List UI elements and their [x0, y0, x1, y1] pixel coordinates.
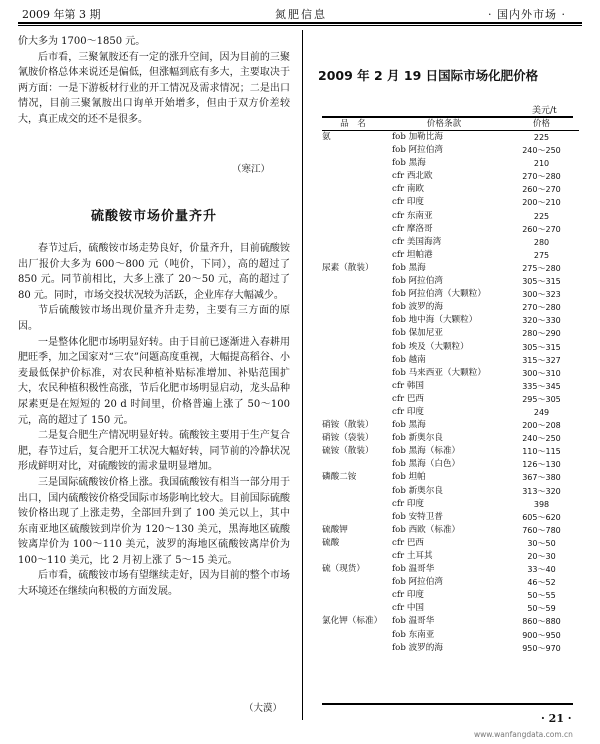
table-row: [322, 170, 579, 183]
issue-label: 2009 年第 3 期: [22, 8, 101, 21]
price-value: 249: [533, 407, 550, 417]
price-terms: cfr 西北欧: [392, 171, 433, 182]
price-value: 225: [533, 211, 550, 221]
price-terms: fob 波罗的海: [392, 302, 443, 313]
table-row: [322, 615, 579, 628]
melamine-continuation: [18, 34, 290, 128]
price-terms: cfr 坦帕港: [392, 249, 433, 260]
unit-label: 美元/t: [532, 106, 557, 116]
page-number: · 21 ·: [541, 712, 572, 725]
price-value: 305～315: [522, 342, 561, 352]
price-value: 367～380: [522, 473, 561, 483]
table-row: [322, 485, 579, 498]
price-table: [322, 118, 579, 655]
price-value: 270～280: [522, 172, 561, 182]
product-name: [322, 393, 384, 406]
product-name: [322, 223, 384, 236]
product-name: 磷酸二铵: [322, 472, 357, 483]
table-row: [322, 589, 579, 602]
table-row: [322, 196, 579, 209]
price-value: 275～280: [522, 263, 561, 273]
product-name: [322, 458, 384, 471]
price-terms: fob 东南亚: [392, 629, 435, 640]
price-value: 275: [533, 250, 550, 260]
product-name: [322, 498, 384, 511]
table-row: [322, 183, 579, 196]
price-value: 320～330: [522, 316, 561, 326]
table-row: [322, 563, 579, 576]
price-terms: fob 黑海: [392, 262, 426, 273]
price-terms: fob 越南: [392, 354, 426, 365]
product-name: [322, 327, 384, 340]
table-row: [322, 642, 579, 655]
price-value: 300～310: [522, 368, 561, 378]
article-body: [18, 241, 290, 600]
price-value: 210: [533, 159, 550, 169]
price-terms: fob 新奥尔良: [392, 485, 443, 496]
paragraph: 三是国际硫酸铵价格上涨。我国硫酸铵有相当一部分用于出口，国内硫酸铵价格受国际市场影响比较大。目前国际硫酸铵价格出现了上涨走势，全部回升到了 100 美元以上，其中东南亚地区硫酸铵到岸价为 120～130 美元，黑海地区硫酸铵离岸价为 100～110 美元，波罗的海地区硫酸铵离岸价为 100～110 美元，比 2 月初上涨了 5～15 美元。: [18, 476, 290, 566]
price-value: 860～880: [522, 617, 561, 627]
price-value: 280: [533, 237, 550, 247]
price-value: 280～290: [522, 329, 561, 339]
price-value: 950～970: [522, 643, 561, 653]
price-value: 50～59: [527, 604, 556, 614]
product-name: [322, 485, 384, 498]
table-row: [322, 498, 579, 511]
price-terms: cfr 韩国: [392, 380, 425, 391]
price-value: 260～270: [522, 185, 561, 195]
table-row: [322, 327, 579, 340]
table-row: [322, 524, 579, 537]
table-row: [322, 354, 579, 367]
product-name: [322, 157, 384, 170]
price-value: 605～620: [522, 512, 561, 522]
price-terms: cfr 东南亚: [392, 210, 433, 221]
price-terms: fob 埃及（大颗粒）: [392, 341, 469, 352]
price-terms: fob 坦帕: [392, 472, 426, 483]
product-name: [322, 183, 384, 196]
table-row: [322, 236, 579, 249]
price-value: 900～950: [522, 630, 561, 640]
paragraph: 春节过后，硫酸铵市场走势良好，价量齐升，目前硫酸铵出厂报价大多为 600～800 元（吨价，下同），高的超过了 850 元。同节前相比，大多上涨了 20～50 元，高的超过了 80 元。同时，市场交投状况较为活跃，企业库存大幅减少。: [18, 243, 290, 301]
price-value: 200～208: [522, 421, 561, 431]
table-row: [322, 314, 579, 327]
table-row: [322, 223, 579, 236]
price-terms: fob 阿拉伯湾: [392, 145, 443, 156]
product-name: 尿素（散装）: [322, 262, 374, 273]
price-terms: cfr 印度: [392, 498, 425, 509]
paragraph: 后市看，三聚氰胺还有一定的涨升空间，因为目前的三聚氰胺价格总体来说还是偏低，但涨幅到底有多大，主要取决于两方面：一是下游板材行业的开工情况及需求情况；二是出口情况，目前三聚氰胺出口询单开始增多，但由于双方价差较大，真正成交的还不是很多。: [18, 51, 290, 125]
author-signature: （大漠）: [244, 703, 283, 714]
table-row: [322, 301, 579, 314]
product-name: [322, 170, 384, 183]
price-terms: cfr 摩洛哥: [392, 223, 433, 234]
product-name: 硫（现货）: [322, 564, 365, 575]
table-body: [322, 131, 579, 655]
table-row: [322, 249, 579, 262]
product-name: [322, 550, 384, 563]
product-name: 硫酸: [322, 537, 340, 548]
table-header-row: [322, 118, 579, 131]
price-value: 126～130: [522, 460, 561, 470]
table-row: [322, 210, 579, 223]
table-row: [322, 131, 579, 145]
product-name: [322, 249, 384, 262]
price-value: 110～115: [522, 447, 561, 457]
price-value: 225: [533, 133, 550, 142]
col-header-name: 品 名: [322, 118, 384, 131]
price-value: 20～30: [527, 552, 556, 561]
price-terms: cfr 印度: [392, 197, 425, 208]
table-row: [322, 262, 579, 275]
table-title: 2009 年 2 月 19 日国际市场化肥价格: [318, 68, 539, 83]
product-name: [322, 629, 384, 642]
product-name: 硫铵（散装）: [322, 446, 374, 457]
price-terms: fob 黑海: [392, 420, 426, 431]
table-row: [322, 367, 579, 380]
price-terms: fob 新奥尔良: [392, 433, 443, 444]
product-name: [322, 354, 384, 367]
product-name: 硝铵（散装）: [322, 420, 374, 431]
product-name: [322, 406, 384, 419]
product-name: 氯化钾（标准）: [322, 616, 383, 627]
price-value: 295～305: [522, 394, 561, 404]
price-value: 313～320: [522, 486, 561, 496]
price-terms: fob 阿拉伯湾: [392, 276, 443, 287]
product-name: [322, 576, 384, 589]
price-terms: cfr 美国海湾: [392, 236, 442, 247]
paragraph: 价大多为 1700～1850 元。: [18, 36, 146, 47]
product-name: 硫酸钾: [322, 524, 348, 535]
table-row: [322, 419, 579, 432]
product-name: [322, 602, 384, 615]
price-terms: cfr 巴西: [392, 537, 425, 548]
paragraph: 后市看，硫酸铵市场有望继续走好，因为目前的整个市场大环境还在继续向积极的方面发展。: [18, 570, 290, 598]
price-value: 398: [533, 499, 550, 509]
price-terms: fob 黑海（标准）: [392, 446, 461, 457]
col-header-terms: 价格条款: [384, 118, 504, 131]
table-row: [322, 537, 579, 550]
product-name: [322, 275, 384, 288]
price-terms: cfr 印度: [392, 406, 425, 417]
price-terms: fob 马来西亚（大颗粒）: [392, 367, 486, 378]
price-terms: fob 西欧（标准）: [392, 524, 461, 535]
product-name: [322, 301, 384, 314]
price-terms: cfr 巴西: [392, 393, 425, 404]
price-terms: cfr 印度: [392, 590, 425, 601]
product-name: [322, 144, 384, 157]
price-terms: fob 阿拉伯湾（大颗粒）: [392, 289, 486, 300]
price-value: 260～270: [522, 224, 561, 234]
table-row: [322, 288, 579, 301]
product-name: [322, 314, 384, 327]
price-terms: fob 安特卫普: [392, 511, 443, 522]
product-name: [322, 210, 384, 223]
col-header-price: 价格: [504, 118, 579, 131]
paragraph: 二是复合肥生产情况明显好转。硫酸铵主要用于生产复合肥，春节过后，复合肥开工状况大幅好转，同节前的冷静状况形成鲜明对比，对硫酸铵的需求量明显增加。: [18, 430, 290, 473]
price-value: 33～40: [527, 565, 556, 575]
table-bottom-rule: [322, 703, 573, 705]
watermark: www.wanfangdata.com.cn: [474, 730, 573, 739]
table-row: [322, 393, 579, 406]
table-row: [322, 471, 579, 484]
header-rule-bottom: [18, 25, 582, 26]
price-terms: fob 黑海（白色）: [392, 459, 461, 470]
price-value: 46～52: [527, 578, 556, 588]
paragraph: 一是整体化肥市场明显好转。由于目前已逐渐进入春耕用肥旺季，加之国家对“三农”问题高度重视，大幅提高稻谷、小麦最低保护价标准，对农民种植补贴标准增加、补贴范围扩大，农民种植积极性高涨，节后化肥市场明显启动，龙头品种尿素更是在短短的 20 d 时间里，价格普遍上涨了 50～100 元，高的超过了 150 元。: [18, 336, 290, 426]
paragraph: 节后硫酸铵市场出现价量齐升走势，主要有三方面的原因。: [18, 305, 290, 332]
price-terms: fob 黑海: [392, 158, 426, 169]
price-value: 240～250: [522, 146, 561, 156]
table-row: [322, 275, 579, 288]
price-terms: cfr 土耳其: [392, 551, 433, 561]
price-terms: fob 保加尼亚: [392, 328, 443, 339]
header-rule-top: [18, 22, 582, 24]
product-name: [322, 196, 384, 209]
price-terms: fob 温哥华: [392, 616, 435, 627]
price-value: 270～280: [522, 303, 561, 313]
table-row: [322, 406, 579, 419]
price-value: 335～345: [522, 381, 561, 391]
price-value: 200～210: [522, 198, 561, 208]
table-row: [322, 341, 579, 354]
column-divider: [302, 30, 303, 720]
table-row: [322, 144, 579, 157]
price-terms: cfr 南欧: [392, 184, 425, 195]
product-name: 氨: [322, 132, 331, 142]
price-value: 300～323: [522, 290, 561, 300]
price-value: 30～50: [527, 538, 556, 548]
product-name: [322, 367, 384, 380]
product-name: [322, 511, 384, 524]
author-signature: （寒江）: [232, 164, 271, 175]
product-name: [322, 288, 384, 301]
price-terms: fob 波罗的海: [392, 642, 443, 653]
product-name: [322, 380, 384, 393]
product-name: [322, 642, 384, 655]
price-value: 240～250: [522, 434, 561, 444]
product-name: 硝铵（袋装）: [322, 433, 374, 444]
table-row: [322, 550, 579, 563]
price-value: 305～315: [522, 277, 561, 287]
table-row: [322, 458, 579, 471]
product-name: [322, 236, 384, 249]
table-row: [322, 157, 579, 170]
table-row: [322, 576, 579, 589]
product-name: [322, 341, 384, 354]
price-terms: fob 加勒比海: [392, 132, 443, 142]
journal-name: 氮肥信息: [275, 8, 327, 21]
price-value: 315～327: [522, 355, 561, 365]
price-terms: fob 阿拉伯湾: [392, 577, 443, 588]
article-title: 硫酸铵市场价量齐升: [90, 209, 217, 224]
price-terms: fob 温哥华: [392, 564, 435, 575]
price-terms: fob 地中海（大颗粒）: [392, 315, 478, 326]
product-name: [322, 589, 384, 602]
price-value: 760～780: [522, 525, 561, 535]
table-row: [322, 380, 579, 393]
table-row: [322, 602, 579, 615]
price-value: 50～55: [527, 591, 556, 601]
section-label: · 国内外市场 ·: [488, 8, 566, 21]
table-row: [322, 629, 579, 642]
table-row: [322, 445, 579, 458]
table-row: [322, 511, 579, 524]
table-row: [322, 432, 579, 445]
price-terms: cfr 中国: [392, 603, 425, 614]
